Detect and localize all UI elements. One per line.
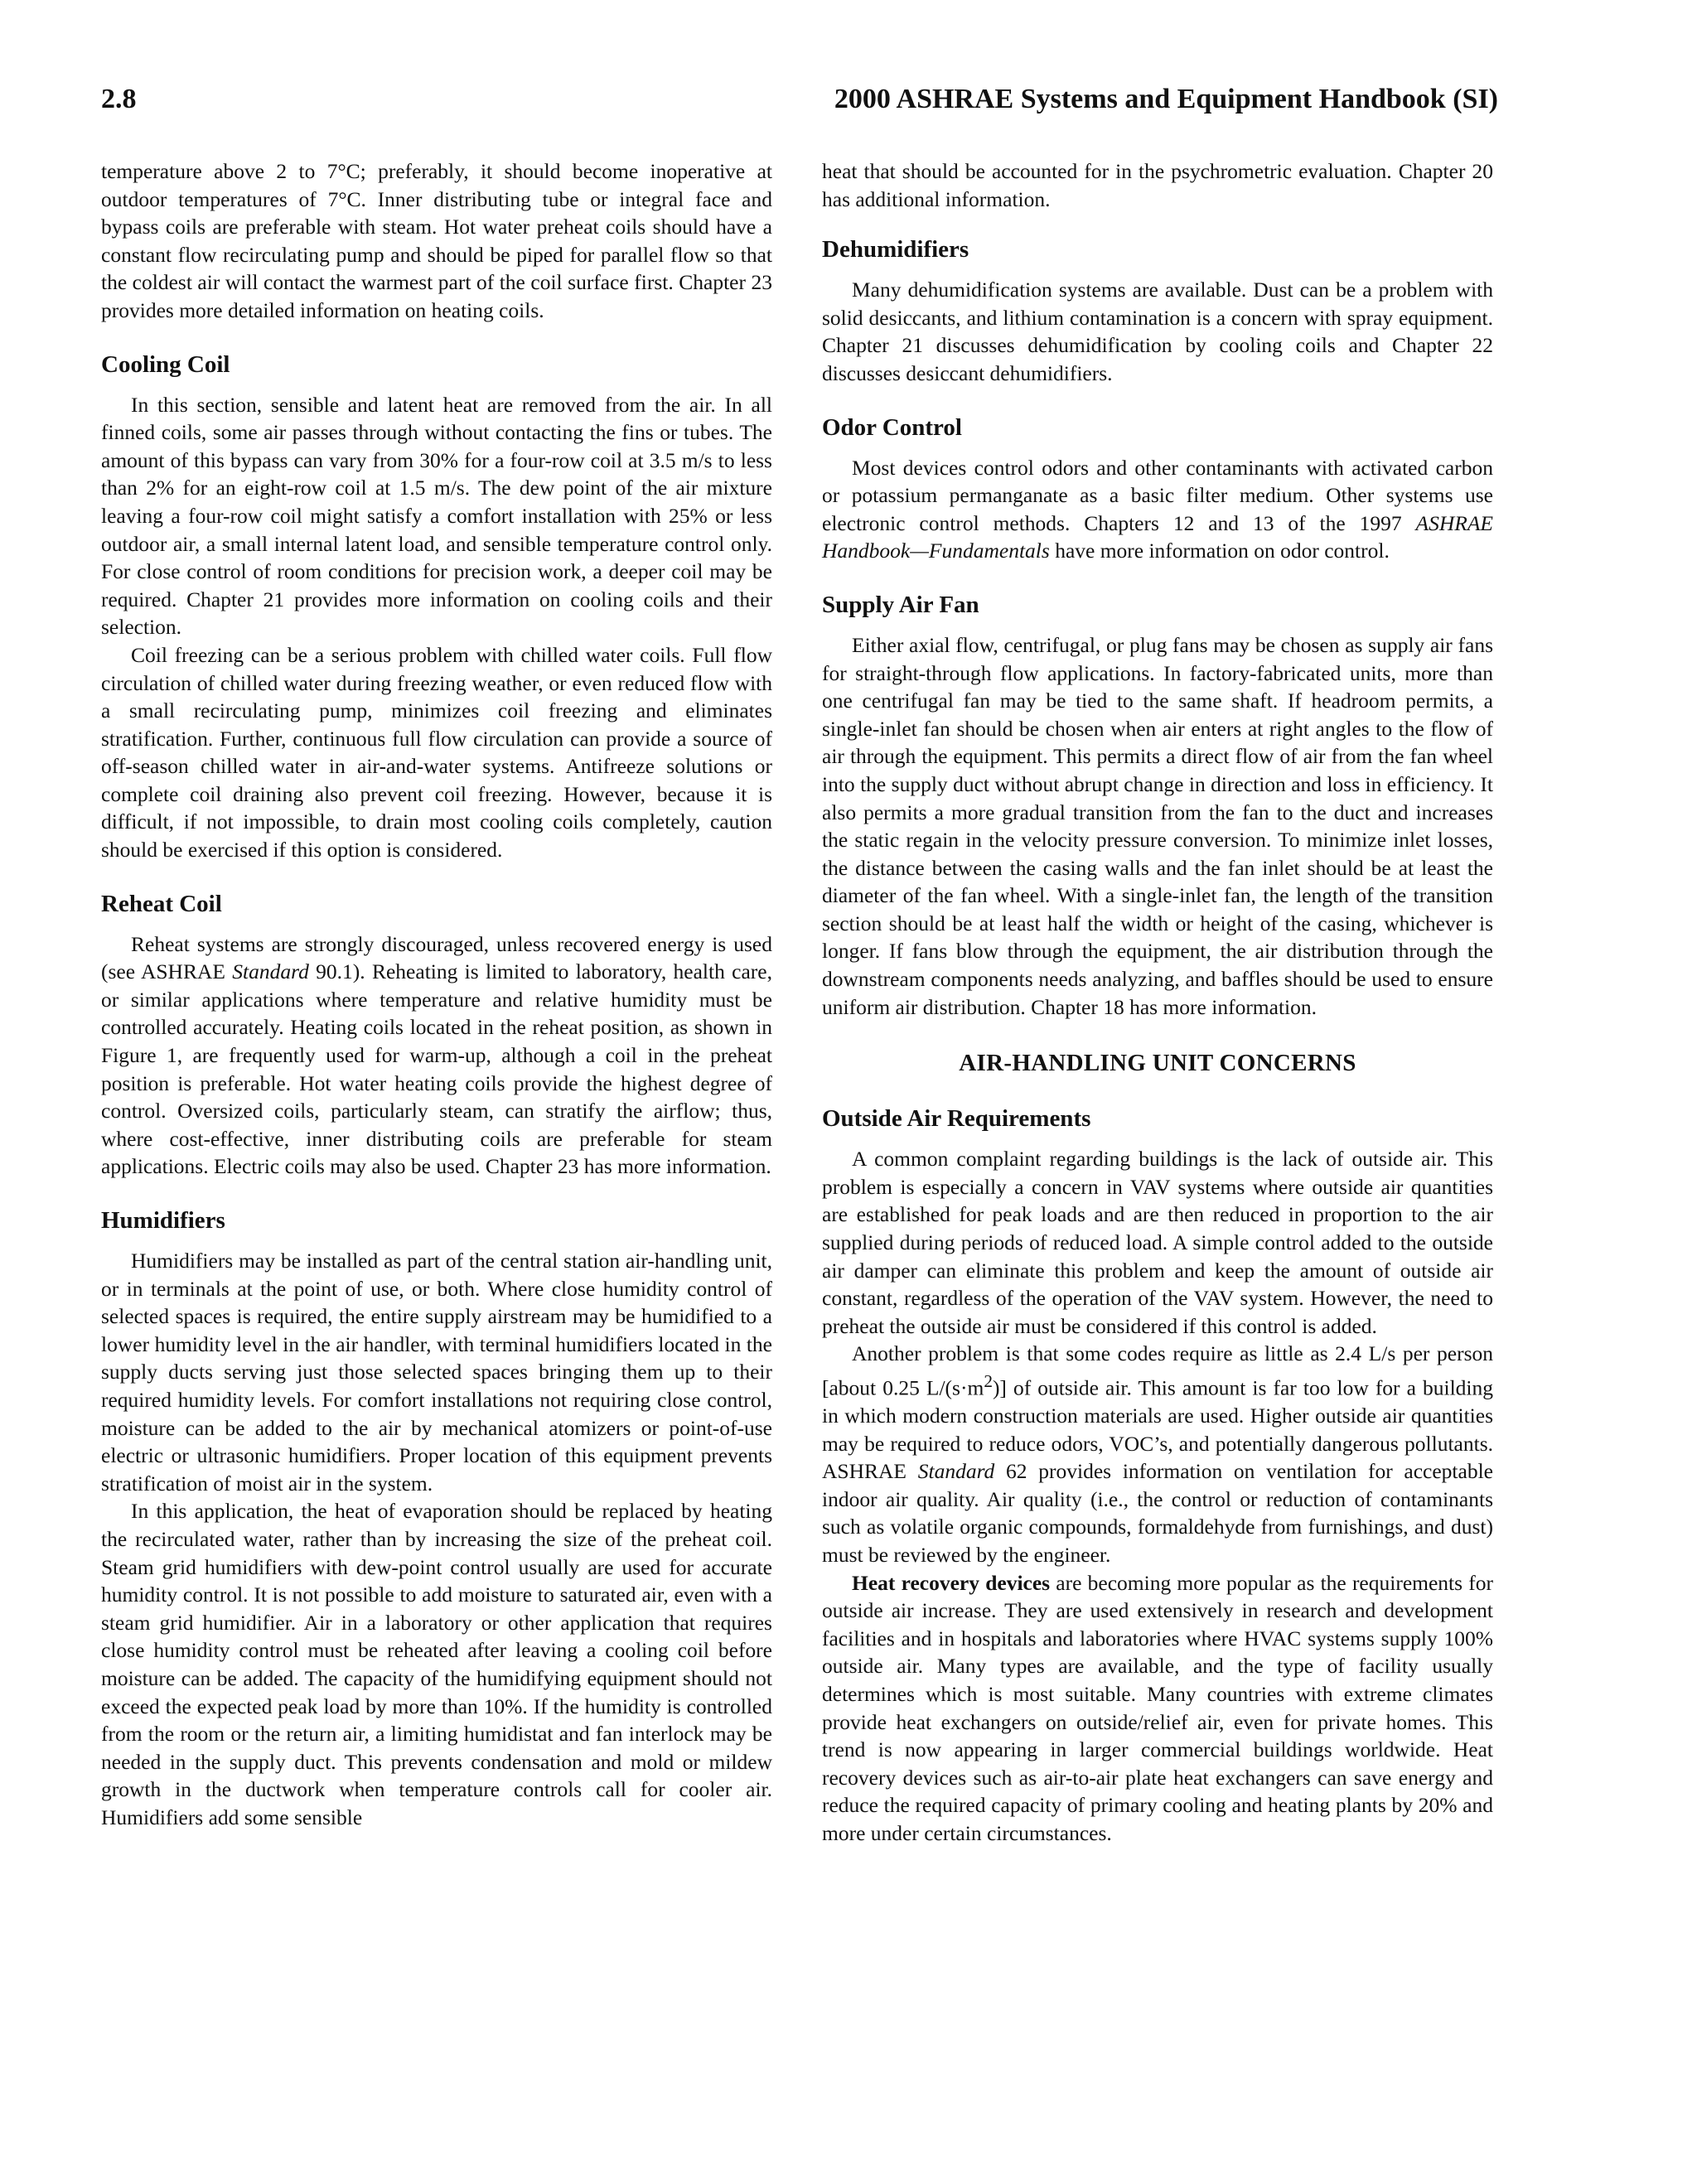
heading-odor-control: Odor Control xyxy=(822,413,962,441)
outside-text-b: )] of outside air. This amount is far too low for a building in which modern construction materials are used. Higher outside air quantities may be required to reduce odors, VOC’s, and potentially dangerous pollutants. ASHRAE xyxy=(822,1375,1493,1484)
paragraph-outside-air-2 xyxy=(822,1340,1493,1568)
heading-supply-air-fan: Supply Air Fan xyxy=(822,591,979,618)
paragraph-reheat-coil xyxy=(101,930,772,1181)
heading-outside-air-requirements: Outside Air Requirements xyxy=(822,1105,1091,1133)
paragraph-humidifiers-continued: heat that should be accounted for in the psychrometric evaluation. Chapter 20 has additional information. xyxy=(822,159,1493,211)
paragraph-heat-recovery xyxy=(822,1569,1493,1848)
reheat-text-b: 90.1). Reheating is limited to laboratory, health care, or similar applications where temperature and relative humidity must be controlled accurately. Heating coils located in the reheat position, as shown in Figure 1, are frequently used for warm-up, although a coil in the preheat position is preferable. Hot water heating coils provide the highest degree of control. Oversized coils, particularly steam, can stratify the airflow; thus, where cost-effective, inner distributing coils are preferable for steam applications. Electric coils may also be used. Chapter 23 has more information. xyxy=(101,959,772,1179)
paragraph-preheat-continued: temperature above 2 to 7°C; preferably, it should become inoperative at outdoor temperatures of 7°C. Inner distributing tube or integral face and bypass coils are preferable with steam. Hot water preheat coils should have a constant flow recirculating pump and should be piped for parallel flow so that the coldest air will contact the warmest part of the coil surface first. Chapter 23 provides more detailed information on heating coils. xyxy=(101,159,772,322)
superscript-2: 2 xyxy=(984,1371,993,1391)
outside-text-c: 62 provides information on ventilation for acceptable indoor air quality. Air quality (i.e., the control or reduction of contaminants such as volatile organic compounds, formaldehyde from furnishings, and dust) must be reviewed by the engineer. xyxy=(822,1459,1493,1568)
odor-text-b: have more information on odor control. xyxy=(1049,539,1390,563)
paragraph-cooling-coil-1: In this section, sensible and latent heat are removed from the air. In all finned coils, some air passes through without contacting the fins or tubes. The amount of this bypass can vary from 30% for a four-row coil at 3.5 m/s to less than 2% for an eight-row coil at 1.5 m/s. The dew point of the air mixture leaving a four-row coil might satisfy a comfort installation with 25% or less outdoor air, a small internal latent load, and sensible temperature control only. For close control of room conditions for precision work, a deeper coil may be required. Chapter 21 provides more information on cooling coils and their selection. xyxy=(101,392,772,640)
paragraph-outside-air-1: A common complaint regarding buildings is the lack of outside air. This problem is especially a concern in VAV systems where outside air quantities are established for peak loads and are then reduced in proportion to the air supplied during periods of reduced load. A simple control added to the outside air damper can eliminate this problem and keep the amount of outside air constant, regardless of the operation of the VAV system. However, the need to preheat the outside air must be considered if this control is added. xyxy=(822,1147,1493,1338)
left-column xyxy=(101,157,772,1831)
heading-reheat-coil: Reheat Coil xyxy=(101,890,222,917)
heat-recovery-runin-bold: Heat recovery devices xyxy=(852,1570,1051,1595)
reheat-text-a: Reheat systems are strongly discouraged, unless recovered energy is used (see ASHRAE xyxy=(101,931,772,984)
heading-dehumidifiers: Dehumidifiers xyxy=(822,236,969,263)
section-heading-air-handling-unit-concerns: AIR-HANDLING UNIT CONCERNS xyxy=(959,1050,1356,1077)
heading-cooling-coil: Cooling Coil xyxy=(101,350,230,378)
paragraph-humidifiers-2: In this application, the heat of evaporation should be replaced by heating the recirculated water, rather than by increasing the size of the preheat coil. Steam grid humidifiers with dew-point control usually are used for accurate humidity control. It is not possible to add moisture to saturated air, even with a steam grid humidifier. Air in a laboratory or other application that requires close humidity control must be reheated after leaving a cooling coil before moisture can be added. The capacity of the humidifying equipment should not exceed the expected peak load by more than 10%. If the humidity is controlled from the room or the return air, a limiting humidistat and fan interlock may be needed in the supply duct. This prevents condensation and mold or mildew growth in the ductwork when temperature controls call for cooler air. Humidifiers add some sensible xyxy=(101,1499,772,1829)
paragraph-dehumidifiers: Many dehumidification systems are available. Dust can be a problem with solid desiccants, and lithium contamination is a concern with spray equipment. Chapter 21 discusses dehumidification by cooling coils and Chapter 22 discusses desiccant dehumidifiers. xyxy=(822,278,1493,385)
heat-recovery-text: are becoming more popular as the requirements for outside air increase. They are used extensively in research and development facilities and in hospitals and laboratories where HVAC systems supply 100% outside air. Many types are available, and the type of facility usually determines which is most suitable. Many countries with extreme climates provide heat exchangers on outside/relief air, even for private homes. This trend is now appearing in larger commercial buildings worldwide. Heat recovery devices such as air-to-air plate heat exchangers can save energy and reduce the required capacity of primary cooling and heating plants by 20% and more under certain circumstances. xyxy=(822,1570,1493,1845)
outside-text-a: Another problem is that some codes require as little as 2.4 L/s per person [about 0.25 L/(s·m xyxy=(822,1341,1493,1400)
odor-text-a: Most devices control odors and other contaminants with activated carbon or potassium permanganate as a basic filter medium. Other systems use electronic control methods. Chapters 12 and 13 of the 1997 xyxy=(822,455,1493,535)
paragraph-odor-control xyxy=(822,454,1493,565)
odor-handbook-italic: ASHRAE Handbook—Fundamentals xyxy=(822,510,1493,563)
reheat-standard-italic: Standard xyxy=(232,959,309,984)
paragraph-cooling-coil-2: Coil freezing can be a serious problem with chilled water coils. Full flow circulation of chilled water during freezing weather, or even reduced flow with a small recirculating pump, minimizes coil freezing and eliminates stratification. Further, continuous full flow circulation can provide a source of off-season chilled water in air-and-water systems. Antifreeze solutions or complete coil draining also prevent coil freezing. However, because it is difficult, if not impossible, to drain most cooling coils completely, caution should be exercised if this option is considered. xyxy=(101,642,772,862)
right-column xyxy=(822,157,1493,1848)
heading-humidifiers: Humidifiers xyxy=(101,1207,225,1234)
running-header-title: 2000 ASHRAE Systems and Equipment Handbook (SI) xyxy=(834,84,1498,114)
paragraph-humidifiers-1: Humidifiers may be installed as part of the central station air-handling unit, or in terminals at the point of use, or both. Where close humidity control of selected spaces is required, the entire supply airstream may be humidified to a lower humidity level in the air handler, with terminal humidifiers located in the supply ducts serving just those selected spaces bringing them up to their required humidity levels. For comfort installations not requiring close control, moisture can be added to the air by mechanical atomizers or point-of-use electric or ultrasonic humidifiers. Proper location of this equipment prevents stratification of moist air in the system. xyxy=(101,1249,772,1495)
paragraph-supply-air-fan: Either axial flow, centrifugal, or plug fans may be chosen as supply air fans for straight-through flow applications. In factory-fabricated units, more than one centrifugal fan may be tied to the same shaft. If headroom permits, a single-inlet fan should be chosen when air enters at right angles to the flow of air through the equipment. This permits a direct flow of air from the fan wheel into the supply duct without abrupt change in direction and loss in efficiency. It also permits a more gradual transition from the fan to the duct and increases the static regain in the velocity pressure conversion. To minimize inlet losses, the distance between the casing walls and the fan inlet should be at least the diameter of the fan wheel. With a single-inlet fan, the length of the transition section should be at least half the width or height of the casing, whichever is longer. If fans blow through the equipment, the air distribution through the downstream components needs analyzing, and baffles should be used to ensure uniform air distribution. Chapter 18 has more information. xyxy=(822,632,1493,1019)
page-number: 2.8 xyxy=(101,84,137,114)
outside-standard-italic: Standard xyxy=(917,1459,995,1484)
